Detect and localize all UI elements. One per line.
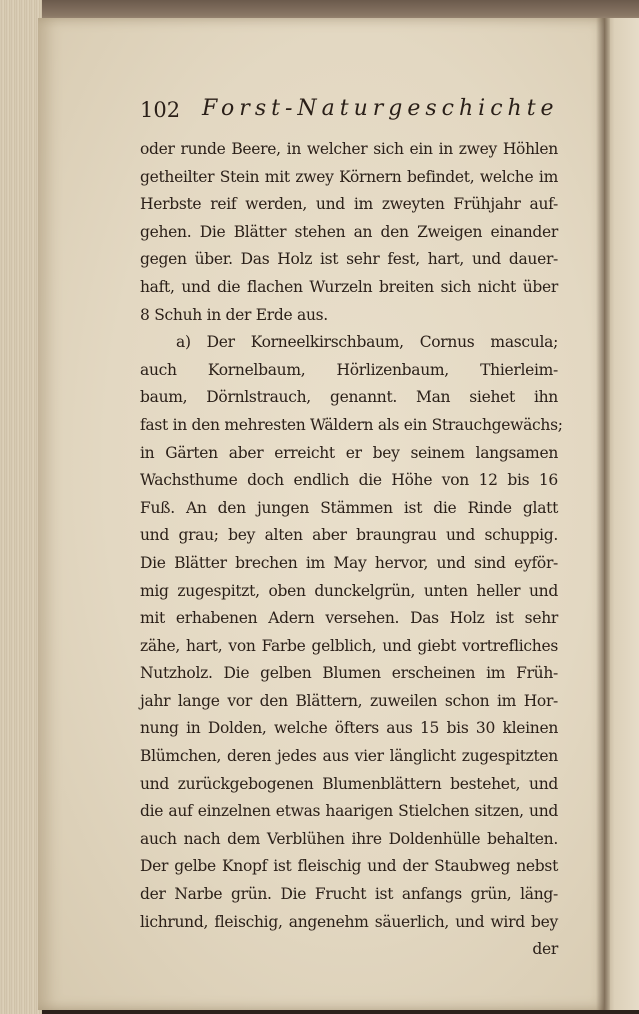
text-line: auch nach dem Verblühen ihre Doldenhülle behalten. (140, 829, 558, 848)
text-line: baum, Dörnlstrauch, genannt. Man siehet ihn (140, 388, 558, 407)
text-line: haft, und die flachen Wurzeln breiten sich nicht über (140, 277, 558, 296)
text-line: in Gärten aber erreicht er bey seinem langsamen (140, 443, 558, 462)
text-line: gegen über. Das Holz ist sehr fest, hart, und dauer- (140, 250, 558, 269)
gutter-shadow (596, 18, 610, 1010)
running-title: Forst-Naturgeschichte (202, 96, 559, 121)
text-line: Blümchen, deren jedes aus vier länglicht zugespitzten (140, 747, 558, 766)
text-line: der Narbe grün. Die Frucht ist anfangs grün, läng- (140, 885, 558, 904)
body-text (140, 136, 563, 964)
text-line: Die Blätter brechen im May hervor, und sind eyför- (140, 553, 558, 572)
text-line: Nutzholz. Die gelben Blumen erscheinen im Früh- (140, 664, 558, 683)
text-line: nung in Dolden, welche öfters aus 15 bis 30 kleinen (140, 719, 558, 738)
page-edges-left (0, 0, 42, 1014)
text-line: a) Der Korneelkirschbaum, Cornus mascula; (176, 333, 558, 352)
running-head (140, 96, 560, 128)
text-line: 8 Schuh in der Erde aus. (140, 305, 328, 324)
text-line: die auf einzelnen etwas haarigen Stielchen sitzen, und (140, 802, 558, 821)
page-number: 102 (140, 98, 181, 122)
text-line: und zurückgebogenen Blumenblättern bestehet, und (140, 774, 558, 793)
text-line: Herbste reif werden, und im zweyten Frühjahr auf- (140, 195, 558, 214)
text-line: lichrund, fleischig, angenehm säuerlich, und wird bey (140, 912, 558, 931)
text-line: jahr lange vor den Blättern, zuweilen schon im Hor- (140, 691, 558, 710)
text-line: Wachsthume doch endlich die Höhe von 12 bis 16 (140, 471, 558, 490)
catchword: der (532, 940, 558, 959)
text-line: auch Kornelbaum, Hörlizenbaum, Thierleim- (140, 360, 558, 379)
text-line: und grau; bey alten aber braungrau und schuppig. (140, 526, 558, 545)
text-line: getheilter Stein mit zwey Körnern befindet, welche im (140, 167, 558, 186)
text-line: oder runde Beere, in welcher sich ein in zwey Höhlen (140, 140, 558, 158)
text-line: gehen. Die Blätter stehen an den Zweigen einander (140, 222, 558, 241)
text-line: Der gelbe Knopf ist fleischig und der Staubweg nebst (140, 857, 558, 876)
text-line: Fuß. An den jungen Stämmen ist die Rinde glatt (140, 498, 558, 517)
text-line: mig zugespitzt, oben dunckelgrün, unten heller und (140, 581, 558, 600)
text-line: mit erhabenen Adern versehen. Das Holz ist sehr (140, 609, 558, 628)
text-line: fast in den mehresten Wäldern als ein Strauchgewächs; (140, 415, 563, 434)
text-line: zähe, hart, von Farbe gelblich, und giebt vortrefliches (140, 636, 558, 655)
